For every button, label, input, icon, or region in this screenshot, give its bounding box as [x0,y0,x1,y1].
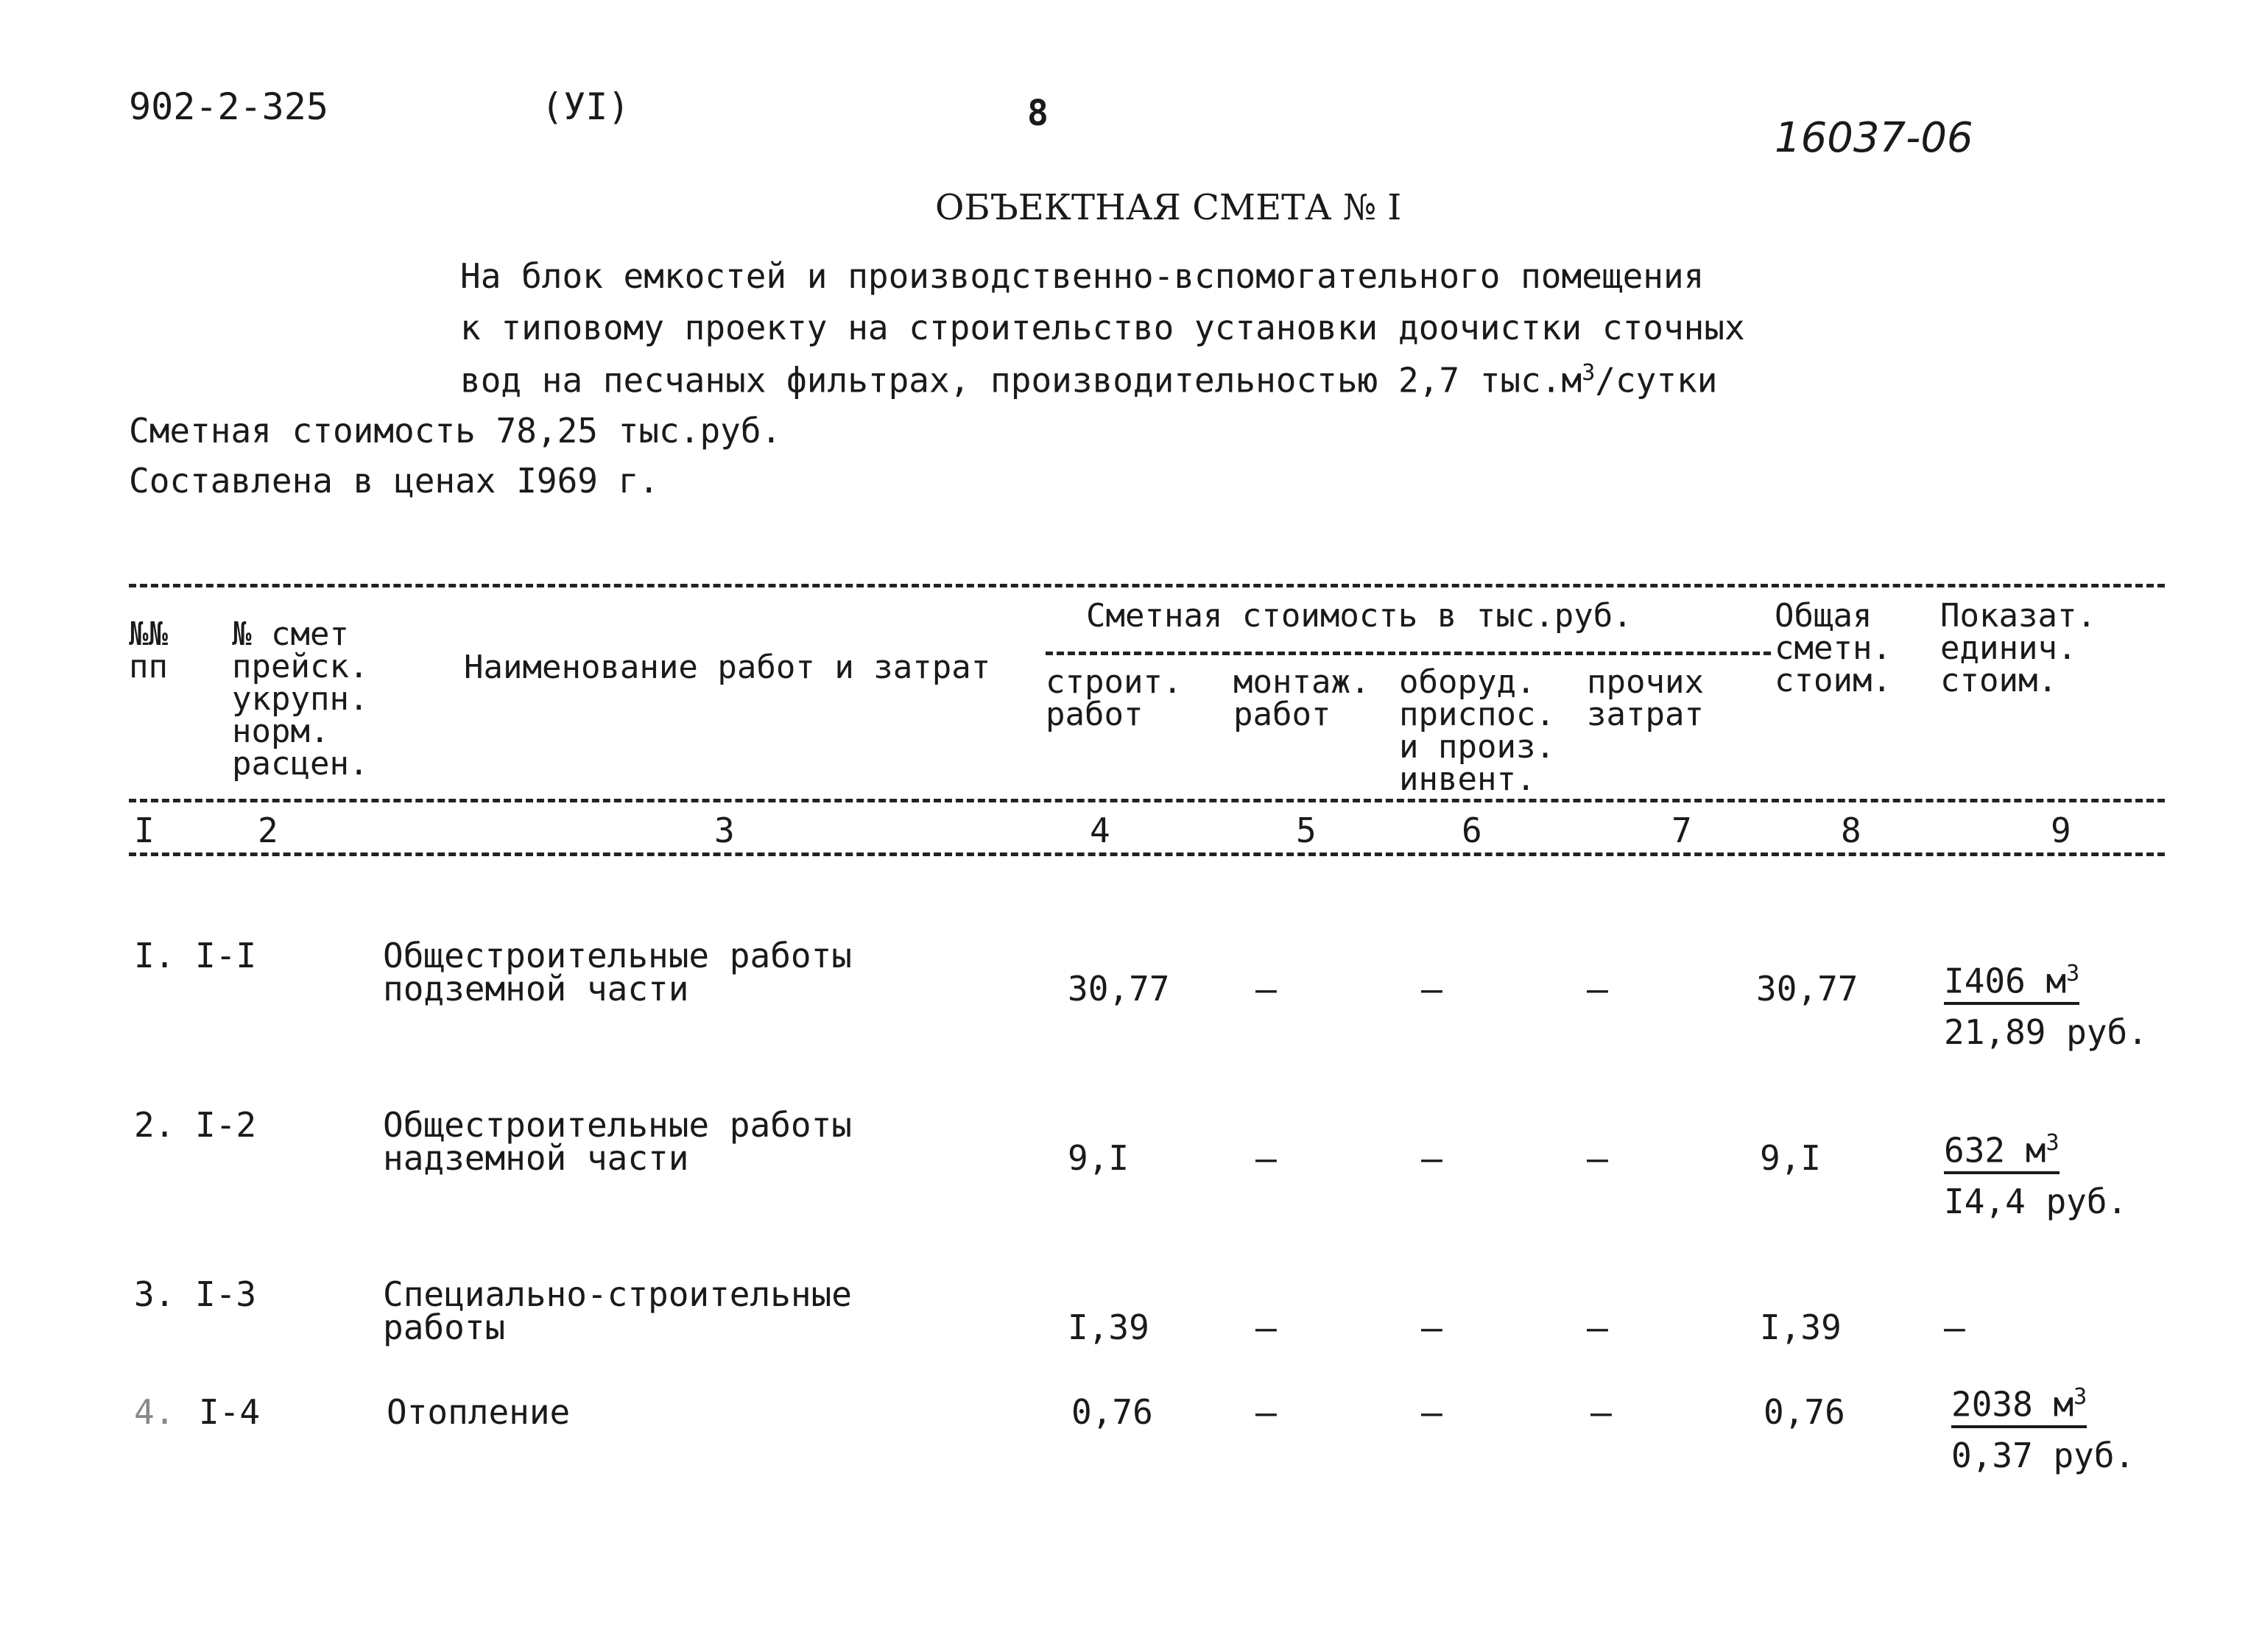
indicator-volume-sup: 3 [2046,1130,2060,1156]
header-col-2-line: расцен. [232,745,369,783]
row-total-cost: I,39 [1760,1307,1842,1347]
header-col-6-line: и произ. [1399,728,1555,766]
document-title: ОБЪЕКТНАЯ СМЕТА № I [935,187,1402,228]
subtitle-line-3-text: вод на песчаных фильтрах, производительностью 2,7 тыс.м [460,360,1582,400]
row-name-line-2: работы [383,1307,506,1347]
column-number-rule [129,853,2165,856]
row-total-cost: 30,77 [1756,969,1858,1009]
row-unit-indicator [1944,961,2148,1052]
page-number: 8 [1027,93,1049,134]
header-col-2-line: № смет [232,615,349,653]
header-col-6 [1399,663,1555,798]
row-number: 3. [134,1274,175,1314]
header-col-4-line: строит. [1046,663,1183,701]
indicator-unit-cost: 0,37 руб. [1951,1436,2135,1476]
header-col-4-line: работ [1046,696,1144,733]
row-name-line-2: надземной части [383,1138,689,1178]
row-name-line-1: Специально-строительные [383,1274,852,1314]
subtitle-line-2: к типовому проекту на строительство установки доочистки сточных [460,308,1745,347]
indicator-unit-cost: 21,89 руб. [1944,1012,2148,1053]
header-col-5-line: работ [1233,696,1331,733]
row-number: 2. [134,1105,175,1145]
row-code: I-3 [195,1274,257,1314]
subtitle-line-1: На блок емкостей и производственно-вспомогательного помещения [460,256,1705,296]
row-total-cost: 9,I [1760,1138,1822,1178]
inventory-number: 16037-06 [1775,114,1973,162]
row-total-cost: 0,76 [1764,1392,1845,1432]
document-part: (УI) [541,85,630,128]
row-other-cost: – [1590,1392,1612,1433]
subtitle-line-3 [460,360,1718,400]
subtitle-line-3-sup: 3 [1582,360,1596,386]
column-number: 4 [1090,811,1110,850]
document-code: 902-2-325 [129,85,328,128]
column-number: 9 [2051,811,2071,850]
row-installation-cost: – [1255,1138,1277,1179]
row-construction-cost: 9,I [1068,1138,1130,1178]
row-construction-cost: 30,77 [1068,969,1170,1009]
header-col-7-line: прочих [1587,663,1704,701]
row-other-cost: – [1587,969,1608,1010]
column-number: 5 [1296,811,1317,850]
header-col-6-line: оборуд. [1399,663,1536,701]
row-unit-indicator [1944,1130,2127,1221]
row-construction-cost: 0,76 [1071,1392,1153,1432]
header-col-2-line: норм. [232,713,330,750]
table-top-rule [129,584,2165,587]
header-col-2 [232,615,369,783]
row-code: I-4 [199,1392,261,1432]
row-equipment-cost: – [1421,1392,1442,1433]
indicator-unit-cost: I4,4 руб. [1944,1182,2128,1222]
header-col-8-line: стоим. [1775,662,1892,699]
estimated-cost: Сметная стоимость 78,25 тыс.руб. [129,411,782,451]
header-col-8-line: сметн. [1775,629,1892,667]
indicator-volume-sup: 3 [2074,1384,2087,1410]
header-col-8-line: Общая [1775,597,1872,635]
header-col-9 [1940,597,2096,699]
header-col-4 [1046,663,1183,733]
header-col-5 [1233,663,1370,733]
header-col-6-line: приспос. [1399,696,1555,733]
header-col-1-line: пп [129,648,168,685]
row-equipment-cost: – [1421,1307,1442,1349]
indicator-volume [1944,1130,2060,1174]
row-construction-cost: I,39 [1068,1307,1149,1347]
indicator-volume-sup: 3 [2066,961,2080,986]
header-col-7-line: затрат [1587,696,1704,733]
price-base: Составлена в ценах I969 г. [129,461,660,501]
indicator-volume-value: 632 м [1944,1130,2046,1171]
column-number: 2 [258,811,278,850]
column-number: I [134,811,155,850]
group-header-rule [1046,652,1771,655]
row-unit-indicator: – [1944,1307,1965,1349]
row-installation-cost: – [1255,1307,1277,1349]
header-col-1 [129,615,168,685]
row-other-cost: – [1587,1307,1608,1349]
row-equipment-cost: – [1421,969,1442,1010]
column-number: 7 [1671,811,1692,850]
header-col-9-line: единич. [1940,629,2077,667]
row-installation-cost: – [1255,969,1277,1010]
row-installation-cost: – [1255,1392,1277,1433]
column-number: 3 [714,811,735,850]
column-number: 8 [1841,811,1861,850]
row-number: 4. [134,1392,175,1432]
subtitle-line-3-unit: /сутки [1595,360,1718,400]
indicator-volume-value: I406 м [1944,961,2067,1001]
row-name-line-1: Общестроительные работы [383,936,852,975]
row-name-line-2: подземной части [383,969,689,1009]
row-equipment-cost: – [1421,1138,1442,1179]
row-name-line-1: Общестроительные работы [383,1105,852,1145]
column-number: 6 [1462,811,1482,850]
header-col-5-line: монтаж. [1233,663,1370,701]
row-unit-indicator [1951,1384,2135,1475]
header-col-1-line: №№ [129,615,168,653]
row-name-line-1: Отопление [387,1392,571,1432]
header-col-6-line: инвент. [1399,760,1536,798]
header-bottom-rule [129,799,2165,802]
header-col-2-line: укрупн. [232,680,369,718]
indicator-volume-value: 2038 м [1951,1384,2074,1425]
row-code: I-I [195,936,257,975]
header-col-9-line: стоим. [1940,662,2057,699]
row-other-cost: – [1587,1138,1608,1179]
header-col-8 [1775,597,1892,699]
header-col-2-line: прейск. [232,648,369,685]
row-code: I-2 [195,1105,257,1145]
indicator-volume [1951,1384,2087,1428]
row-number: I. [134,936,175,975]
header-cost-group: Сметная стоимость в тыс.руб. [1086,597,1632,635]
indicator-volume [1944,961,2079,1005]
header-col-7 [1587,663,1704,733]
header-col-3: Наименование работ и затрат [464,649,991,686]
header-col-9-line: Показат. [1940,597,2096,635]
